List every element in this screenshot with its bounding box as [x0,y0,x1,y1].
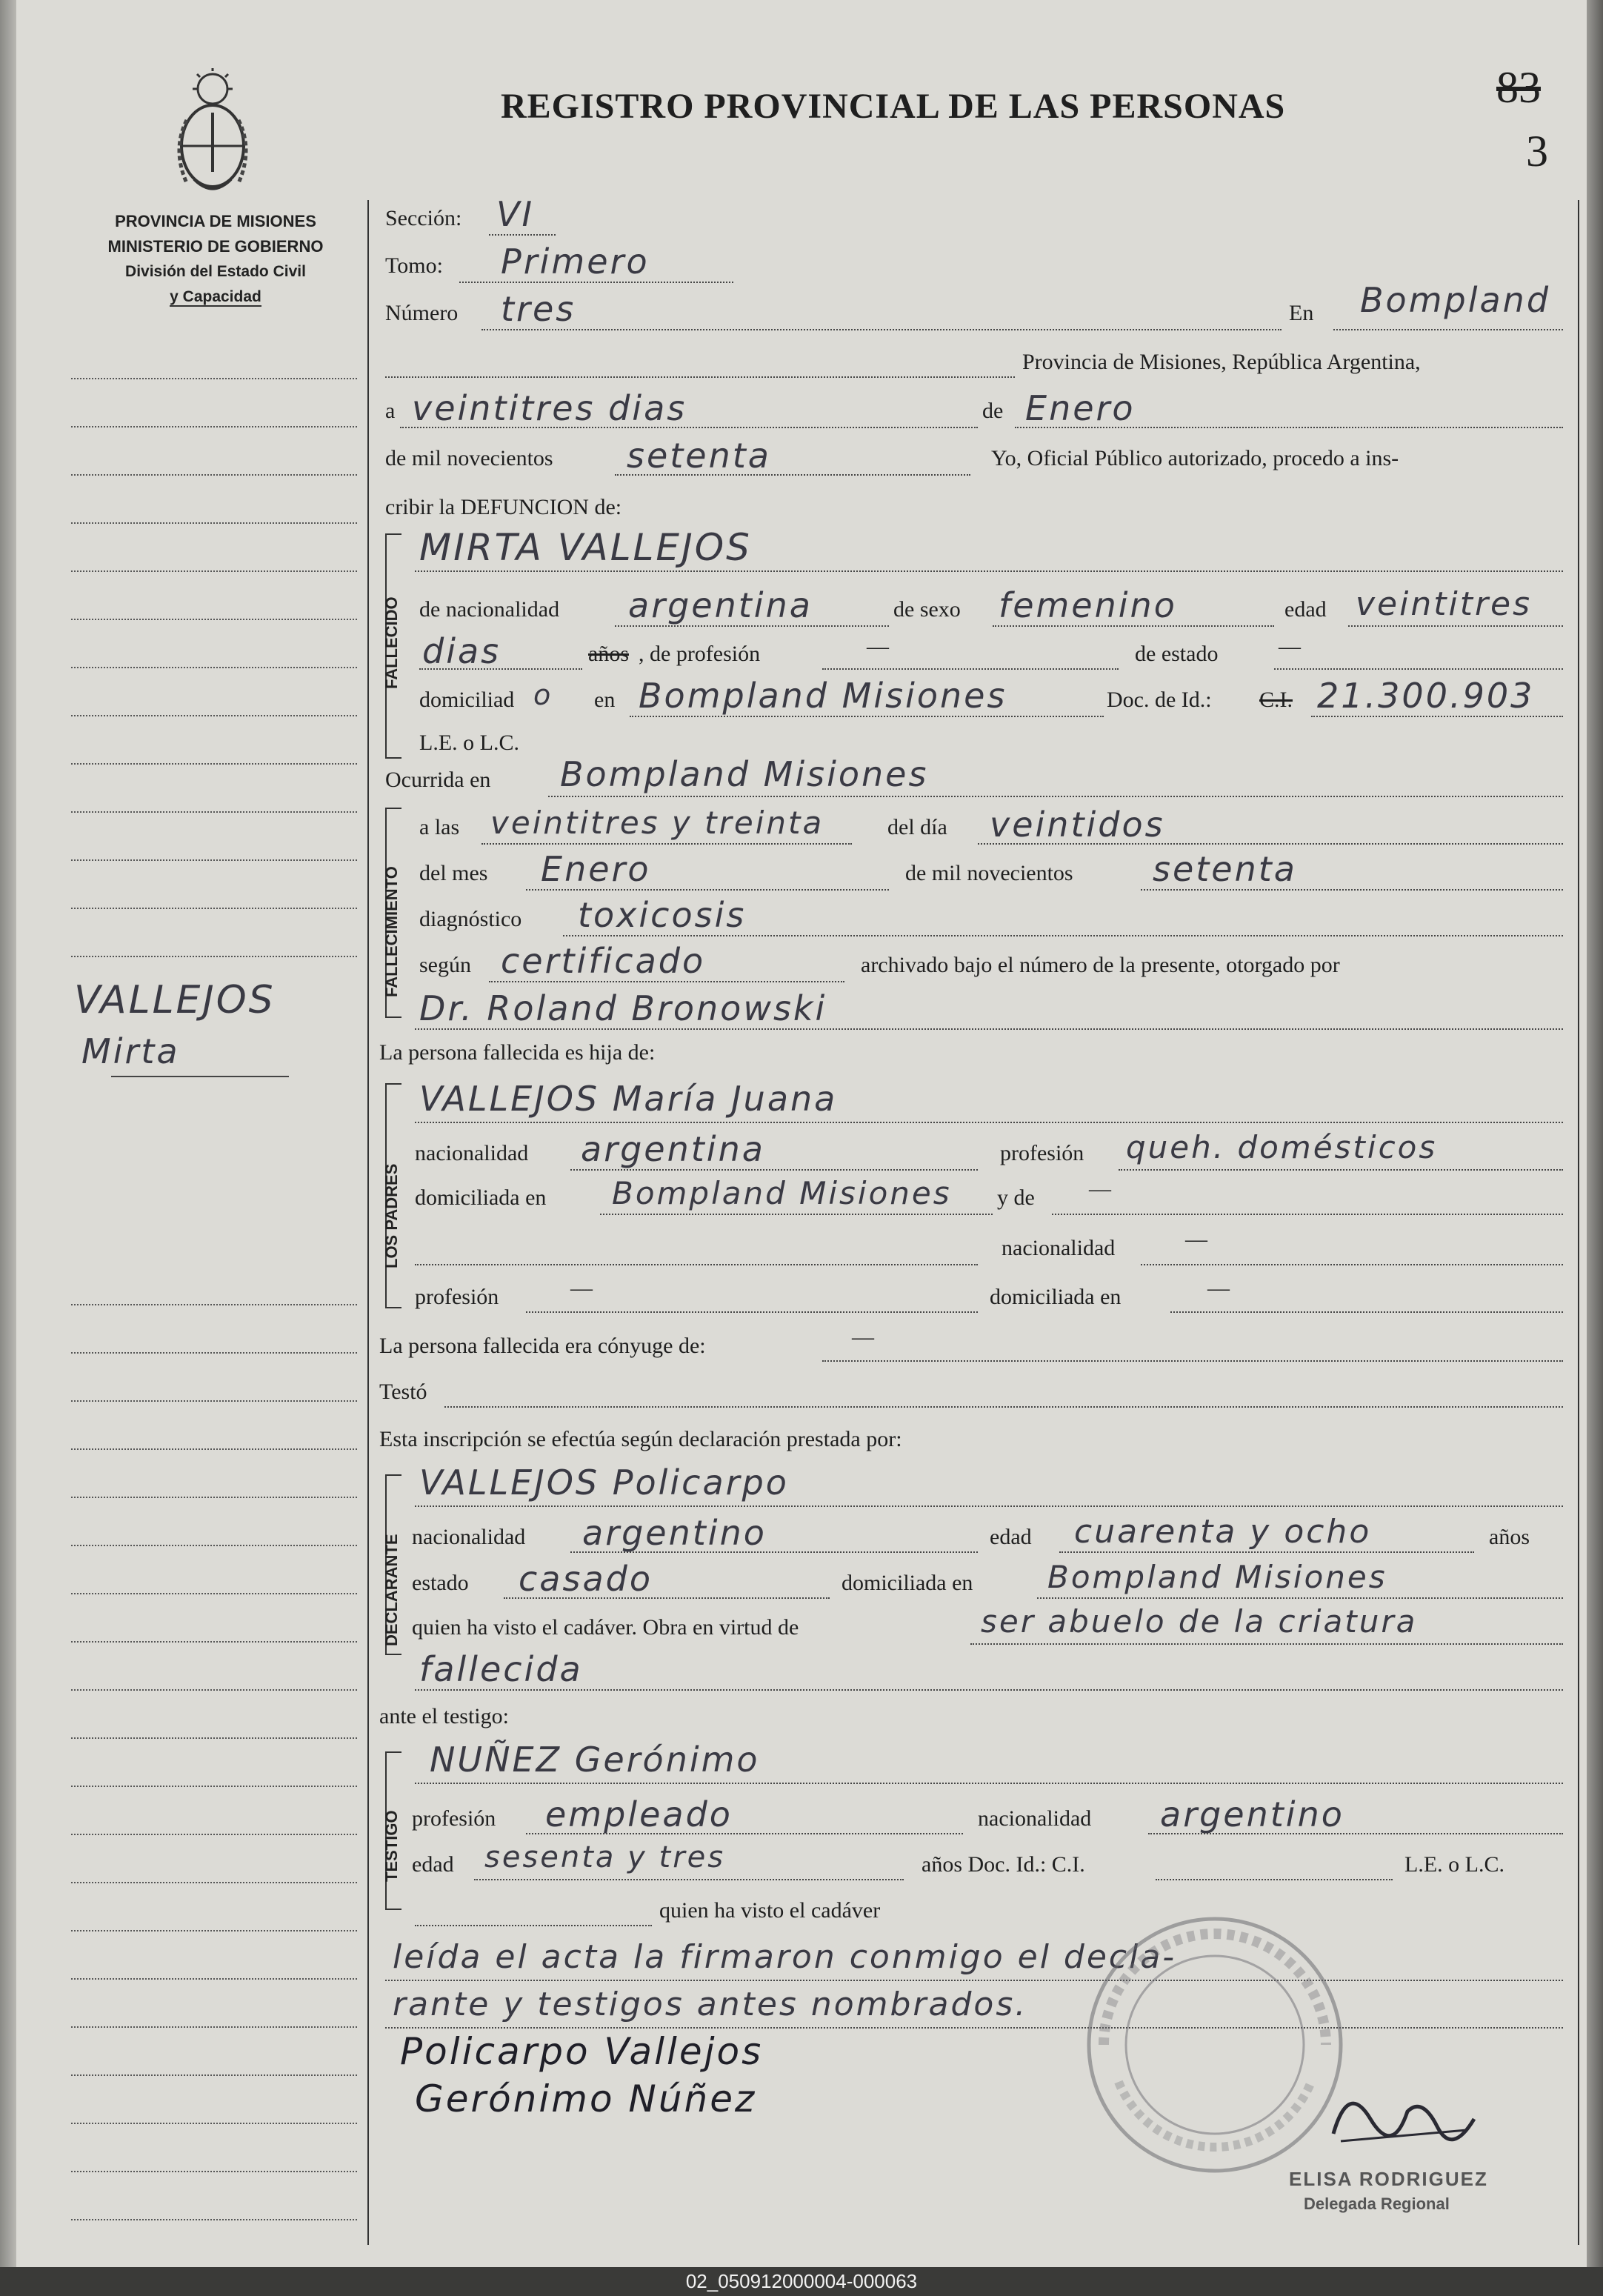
fallecido-nacionalidad-label: de nacionalidad [419,597,560,622]
declarante-edad-value: cuarenta y ocho [1074,1513,1372,1551]
mil-fallecimiento-label: de mil novecientos [905,861,1073,885]
fallecido-edad-label: edad [1284,597,1327,622]
padres-intro: La persona fallecida es hija de: [379,1040,656,1065]
page-binding [0,0,16,2267]
fallecido-estado-value: — [1279,634,1301,659]
signature-testigo: Gerónimo Núñez [415,2077,757,2120]
section-declarante: DECLARANTE [382,1534,401,1646]
fallecido-name: MIRTA VALLEJOS [419,526,752,569]
fallecido-domiciliado-suffix: o [533,679,553,711]
padres-domiciliada2-label: domiciliada en [990,1285,1122,1309]
declarante-virtud-value-2: fallecida [419,1649,583,1689]
declarante-anios-label: años [1489,1525,1530,1549]
dia-fallecimiento-value: veintidos [990,805,1165,845]
page-number: 3 [1526,127,1548,176]
conyuge-value: — [852,1325,874,1349]
en-value: Bompland [1360,280,1551,320]
org-line-1: PROVINCIA DE MISIONES [115,212,316,230]
mes-fallecimiento-value: Enero [541,849,651,889]
fallecido-anios-struck: años [588,642,629,666]
ocurrida-label: Ocurrida en [385,768,491,792]
official-seal-stamp [1074,1897,1356,2193]
mes-value: Enero [1025,388,1136,428]
testigo-profesion-label: profesión [412,1806,496,1831]
right-column-rule [1578,200,1579,2245]
segun-value: certificado [501,941,706,981]
padres-nacionalidad-label: nacionalidad [415,1141,529,1165]
ocurrida-value: Bompland Misiones [560,754,929,794]
tomo-label: Tomo: [385,253,443,278]
page-edge [1587,0,1603,2267]
testo-label: Testó [379,1380,427,1404]
seccion-label: Sección: [385,206,462,230]
fallecido-en-label: en [594,688,616,712]
declaracion-text: Esta inscripción se efectúa según declaración prestada por: [379,1427,902,1451]
padres-y-de-value: — [1089,1177,1111,1201]
padres-nacionalidad-value: argentina [581,1129,765,1169]
segun-label: según [419,953,471,977]
padres-domiciliada2-value: — [1207,1276,1230,1300]
fallecido-edad-unit: dias [422,631,501,671]
testigo-nacionalidad-label: nacionalidad [978,1806,1092,1831]
numero-value: tres [501,289,576,329]
fallecido-sexo-label: de sexo [893,597,961,622]
testigo-edad-label: edad [412,1852,454,1877]
section-fallecimiento: FALLECIMIENTO [382,866,401,997]
fallecido-ci-struck: C.I. [1259,688,1293,712]
section-fallecido: FALLECIDO [382,596,401,689]
archivado-text: archivado bajo el número de la presente, otorgado por [861,953,1340,977]
conyuge-label: La persona fallecida era cónyuge de: [379,1334,706,1358]
declarante-nacionalidad-value: argentino [582,1513,767,1553]
padres-domiciliada-label: domiciliada en [415,1185,547,1210]
otorgado-value: Dr. Roland Bronowski [419,988,827,1028]
fallecido-domicilio-value: Bompland Misiones [639,676,1007,716]
padres-profesion2-label: profesión [415,1285,499,1309]
fallecido-doc-value: 21.300.903 [1317,676,1535,716]
declarante-virtud-value: ser abuelo de la criatura [981,1603,1418,1640]
en-label: En [1289,301,1314,325]
section-padres: LOS PADRES [382,1163,401,1268]
declarante-edad-label: edad [990,1525,1032,1549]
declarante-domiciliada-value: Bompland Misiones [1047,1559,1387,1595]
margin-note-surname: VALLEJOS [74,978,276,1022]
padres-domiciliada-value: Bompland Misiones [612,1175,952,1211]
signature-declarante: Policarpo Vallejos [400,2030,764,2073]
padres-profesion2-value: — [570,1276,593,1300]
testigo-le-label: L.E. o L.C. [1404,1852,1504,1877]
testigo-profesion-value: empleado [545,1794,733,1834]
padres-profesion-value: queh. domésticos [1126,1129,1438,1165]
fallecido-profesion-label: , de profesión [639,642,761,666]
declarante-estado-label: estado [412,1571,469,1595]
del-dia-label: del día [887,815,947,839]
fallecido-estado-label: de estado [1135,642,1219,666]
closing-line-1: leída el acta la firmaron conmigo el decla- [393,1938,1177,1976]
testigo-edad-value: sesenta y tres [484,1840,726,1874]
oficial-text: Yo, Oficial Público autorizado, procedo a ins- [991,446,1399,470]
org-line-4: y Capacidad [170,288,261,305]
declarante-domiciliada-label: domiciliada en [842,1571,973,1595]
a-las-label: a las [419,815,460,839]
seccion-value: VI [496,194,535,234]
left-column-rule [367,200,369,2245]
diagnostico-label: diagnóstico [419,907,522,931]
tomo-value: Primero [501,242,650,282]
declarante-estado-value: casado [519,1559,653,1599]
del-mes-label: del mes [419,861,488,885]
provincia-line: Provincia de Misiones, República Argentina, [1022,350,1421,374]
hora-value: veintitres y treinta [490,805,824,841]
declarante-nacionalidad-label: nacionalidad [412,1525,526,1549]
fallecido-doc-label: Doc. de Id.: [1107,688,1212,712]
officer-signature [1319,2074,1482,2156]
declarante-name: VALLEJOS Policarpo [419,1463,789,1503]
fallecido-nacionalidad-value: argentina [628,585,813,625]
org-block [71,209,360,310]
dia-value: veintitres dias [412,388,687,428]
madre-name: VALLEJOS María Juana [419,1079,838,1119]
page-title: REGISTRO PROVINCIAL DE LAS PERSONAS [501,87,1286,126]
image-code-label: 02_050912000004-000063 [685,2270,918,2292]
closing-line-2: rante y testigos antes nombrados. [393,1986,1028,2023]
padres-nacionalidad2-value: — [1185,1227,1207,1251]
stamp-subtitle: Delegada Regional [1304,2194,1450,2213]
declarante-visto-text: quien ha visto el cadáver. Obra en virtud de [412,1615,799,1640]
diagnostico-value: toxicosis [578,895,747,935]
footer-image-code [0,2267,1603,2296]
stamp-name: ELISA RODRIGUEZ [1289,2168,1488,2190]
anio-fallecimiento-value: setenta [1153,849,1297,889]
testigo-ante-label: ante el testigo: [379,1704,509,1728]
padres-nacionalidad2-label: nacionalidad [1002,1236,1116,1260]
coat-of-arms-icon [164,68,261,202]
org-line-3: División del Estado Civil [125,263,306,280]
testigo-nacionalidad-value: argentino [1160,1794,1344,1834]
numero-label: Número [385,301,459,325]
section-testigo: TESTIGO [382,1810,401,1882]
fallecido-domiciliado-label: domiciliad [419,688,515,712]
padres-y-de-label: y de [997,1185,1035,1210]
page-number-struck: 83 [1496,63,1541,112]
testigo-visto-text: quien ha visto el cadáver [659,1898,881,1923]
testigo-anios-doc-label: años Doc. Id.: C.I. [922,1852,1085,1877]
testigo-name: NUÑEZ Gerónimo [430,1740,760,1780]
cribir-text: cribir la DEFUNCION de: [385,495,622,519]
org-line-2: MINISTERIO DE GOBIERNO [107,237,324,256]
fallecido-profesion-value: — [867,634,889,659]
margin-note-name: Mirta [81,1031,180,1071]
anio-value: setenta [627,436,771,476]
de-label: de [982,399,1004,423]
padres-profesion-label: profesión [1000,1141,1084,1165]
mil-label: de mil novecientos [385,446,553,470]
fallecido-sexo-value: femenino [999,585,1177,625]
fallecido-le-label: L.E. o L.C. [419,731,519,755]
a-label: a [385,399,396,423]
fallecido-edad-value: veintitres [1356,585,1533,623]
